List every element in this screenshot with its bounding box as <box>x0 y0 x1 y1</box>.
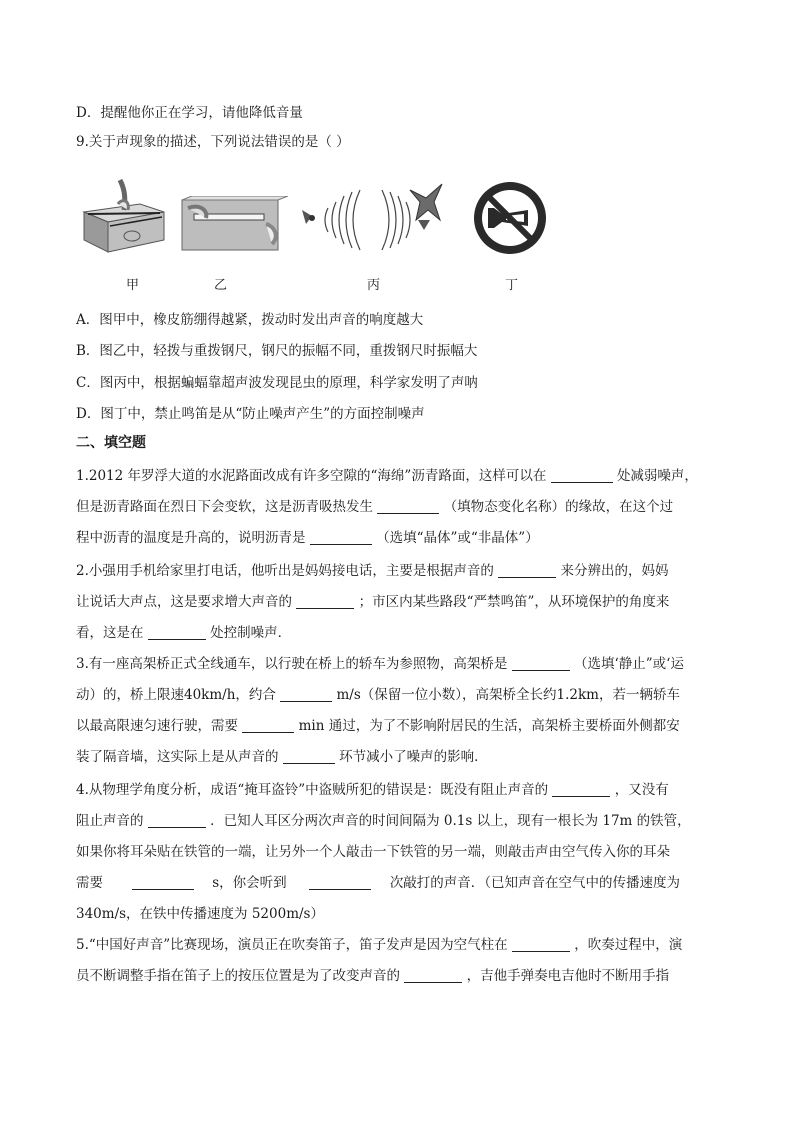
answer-blank[interactable] <box>377 499 439 514</box>
q8-option-d: D．提醒他你正在学习，请他降低音量 <box>76 105 303 121</box>
fill-q1-line1: 1.2012 年罗浮大道的水泥路面改成有许多空隙的“海绵”沥青路面，这样可以在 处减弱噪声， <box>76 468 698 484</box>
figure-yi-steel-ruler <box>180 196 292 254</box>
q9-stem: 9.关于声现象的描述，下列说法错误的是（ ） <box>76 134 350 150</box>
section-title: 二、填空题 <box>76 435 146 451</box>
answer-blank[interactable] <box>498 563 556 578</box>
figure-label-yi: 乙 <box>214 278 228 293</box>
q9-option-b: B．图乙中，轻拨与重拨钢尺，钢尺的振幅不同，重拨钢尺时振幅大 <box>76 343 478 359</box>
answer-blank[interactable] <box>310 530 372 545</box>
fill-q1-line2: 但是沥青路面在烈日下会变软，这是沥青吸热发生 （填物态变化名称）的缘故，在这个过 <box>76 499 674 515</box>
answer-blank[interactable] <box>242 718 294 733</box>
answer-blank[interactable] <box>512 656 570 671</box>
figure-ding-no-honking-sign <box>472 180 548 256</box>
figure-label-ding: 丁 <box>505 278 519 293</box>
fill-q4-line2: 阻止声音的 ．已知人耳区分两次声音的时间间隔为 0.1s 以上，现有一根长为 17m 的铁管， <box>76 813 691 829</box>
answer-blank[interactable] <box>552 782 610 797</box>
fill-q3-line4: 装了隔音墙，这实际上是从声音的 环节减小了噪声的影响． <box>76 749 488 765</box>
q9-option-d: D．图丁中，禁止鸣笛是从“防止噪声产生”的方面控制噪声 <box>76 406 425 422</box>
fill-q3-line3: 以最高限速匀速行驶，需要 min 通过，为了不影响附居民的生活，高架桥主要桥面外侧都安 <box>76 718 680 734</box>
answer-blank[interactable] <box>283 749 335 764</box>
fill-q2-line1: 2.小强用手机给家里打电话，他听出是妈妈接电话，主要是根据声音的 来分辨出的，妈妈 <box>76 563 669 579</box>
fill-q5-line1: 5.“中国好声音”比赛现场，演员正在吹奏笛子，笛子发声是因为空气柱在 ，吹奏过程中，演 <box>76 937 683 953</box>
answer-blank[interactable] <box>280 687 332 702</box>
figure-jia-rubber-band-box <box>80 178 168 254</box>
figure-label-jia: 甲 <box>126 278 140 293</box>
figure-bing-bat-echolocation <box>298 180 444 256</box>
fill-q5-line2: 员不断调整手指在笛子上的按压位置是为了改变声音的 ，吉他手弹奏电吉他时不断用手指 <box>76 968 670 984</box>
fill-q3-line1: 3.有一座高架桥正式全线通车，以行驶在桥上的轿车为参照物，高架桥是 （选填‘静止”或‘运 <box>76 656 684 672</box>
fill-q4-line1: 4.从物理学角度分析，成语“掩耳盗铃”中盗贼所犯的错误是：既没有阻止声音的 ，又没有 <box>76 782 669 798</box>
q9-option-c: C．图丙中，根据蝙蝠靠超声波发现昆虫的原理，科学家发明了声呐 <box>76 375 478 391</box>
answer-blank[interactable] <box>309 875 371 890</box>
fill-q4-line3: 如果你将耳朵贴在铁管的一端，让另外一个人敲击一下铁管的另一端，则敲击声由空气传入你的耳朵 <box>76 844 670 860</box>
fill-q4-line4: 需要 s，你会听到 次敲打的声音．（已知声音在空气中的传播速度为 <box>76 875 681 891</box>
figure-label-bing: 丙 <box>367 278 381 293</box>
answer-blank[interactable] <box>148 625 206 640</box>
answer-blank[interactable] <box>296 594 354 609</box>
answer-blank[interactable] <box>512 937 570 952</box>
fill-q1-line3: 程中沥青的温度是升高的，说明沥青是 （选填“晶体”或“非晶体”） <box>76 530 539 546</box>
fill-q3-line2: 动）的，桥上限速40km/h，约合 m/s（保留一位小数），高架桥全长约1.2km，若一辆轿车 <box>76 687 680 703</box>
fill-q2-line3: 看，这是在 处控制噪声． <box>76 625 292 641</box>
fill-q2-line2: 让说话大声点，这是要求增大声音的 ；市区内某些路段“严禁鸣笛”，从环境保护的角度来 <box>76 594 670 610</box>
answer-blank[interactable] <box>404 968 462 983</box>
fill-q4-line5: 340m/s，在铁中传播速度为 5200m/s） <box>76 906 324 922</box>
q9-option-a: A．图甲中，橡皮筋绷得越紧，拨动时发出声音的响度越大 <box>76 312 424 328</box>
answer-blank[interactable] <box>148 813 206 828</box>
answer-blank[interactable] <box>551 468 613 483</box>
answer-blank[interactable] <box>132 875 194 890</box>
